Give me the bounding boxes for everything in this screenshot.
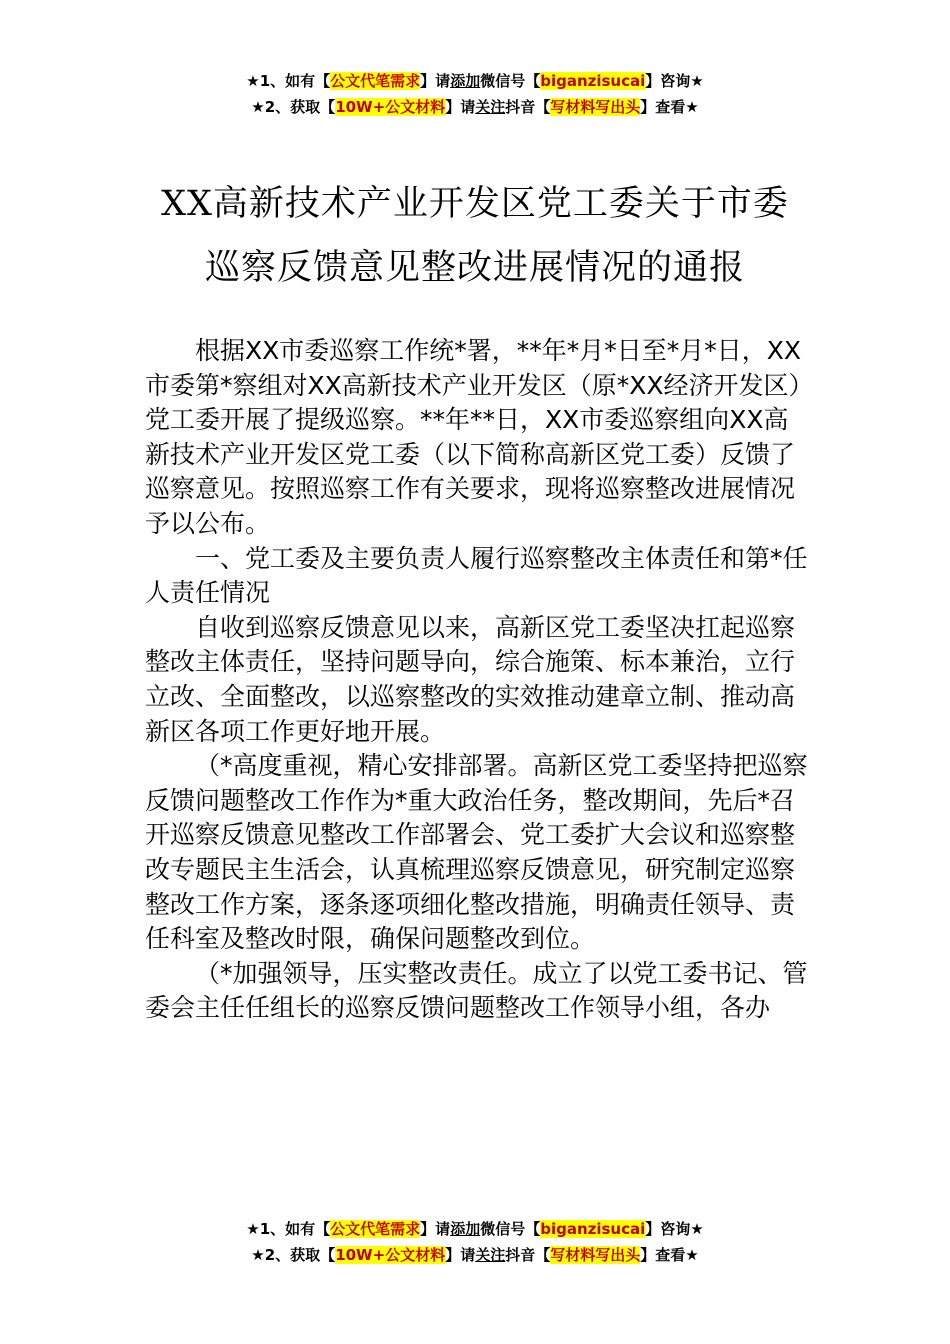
banner-text: ★1、如有【: [246, 72, 331, 90]
section-heading-1: 一、党工委及主要负责人履行巡察整改主体责任和第*任人责任情况: [145, 543, 808, 608]
banner-highlight: 公文代笔需求: [330, 72, 421, 90]
title-line-1: XX高新技术产业开发区党工委关于市委: [161, 184, 789, 224]
banner-text: 抖音【: [505, 98, 551, 116]
title-line-2: 巡察反馈意见整改进展情况的通报: [204, 248, 745, 288]
footer-banner-line-1: [0, 1216, 950, 1242]
paragraph-overview: 自收到巡察反馈意见以来，高新区党工委坚决扛起巡察整改主体责任，坚持问题导向，综合施策、标本兼治，立行立改、全面整改，以巡察整改的实效推动建章立制、推动高新区各项工作更好地开展。: [145, 612, 796, 746]
paragraph-point-2: （*加强领导，压实整改责任。成立了以党工委书记、管委会主任任组长的巡察反馈问题整改工作领导小组，各办: [145, 958, 808, 1023]
douyin-id-highlight: 写材料写出头: [550, 1246, 641, 1264]
banner-highlight: 10W+公文材料: [335, 98, 446, 116]
document-body: [145, 334, 813, 1026]
banner-text: ★1、如有【: [246, 1220, 331, 1238]
paragraph-point-1: （*高度重视，精心安排部署。高新区党工委坚持把巡察反馈问题整改工作作为*重大政治任务，整改期间，先后*召开巡察反馈意见整改工作部署会、党工委扩大会议和巡察整改专题民主生活会，认真梳理巡察反馈意见，研究制定巡察整改工作方案，逐条逐项细化整改措施，明确责任领导、责任科室及整改时限，确保问题整改到位。: [145, 751, 808, 954]
wechat-id-highlight: biganzisucai: [540, 1220, 646, 1238]
header-banner-line-2: [0, 94, 950, 120]
banner-highlight: 10W+公文材料: [335, 1246, 446, 1264]
footer-banner-line-2: [0, 1242, 950, 1268]
banner-underlined-text: 添加: [450, 1220, 481, 1238]
banner-text: ★2、获取【: [251, 98, 336, 116]
banner-underlined-text: 关注: [475, 1246, 506, 1264]
banner-underlined-text: 关注: [475, 98, 506, 116]
banner-text: 抖音【: [505, 1246, 551, 1264]
banner-underlined-text: 添加: [450, 72, 481, 90]
banner-text: 】请: [445, 98, 476, 116]
douyin-id-highlight: 写材料写出头: [550, 98, 641, 116]
banner-text: 】查看★: [640, 98, 699, 116]
banner-text: 】查看★: [640, 1246, 699, 1264]
banner-text: 】请: [445, 1246, 476, 1264]
banner-text: 】咨询★: [645, 1220, 704, 1238]
footer-banner: [0, 1216, 950, 1268]
wechat-id-highlight: biganzisucai: [540, 72, 646, 90]
banner-highlight: 公文代笔需求: [330, 1220, 421, 1238]
paragraph-intro: 根据XX市委巡察工作统*署，**年*月*日至*月*日，XX市委第*察组对XX高新技术产业开发区（原*XX经济开发区）党工委开展了提级巡察。**年**日，XX市委巡察组向XX高新技术产业开发区党工委（以下简称高新区党工委）反馈了巡察意见。按照巡察工作有关要求，现将巡察整改进展情况予以公布。: [145, 336, 802, 538]
banner-text: 微信号【: [480, 1220, 541, 1238]
banner-text: 】请: [420, 72, 451, 90]
document-title: [120, 172, 830, 300]
banner-text: 】请: [420, 1220, 451, 1238]
banner-text: 】咨询★: [645, 72, 704, 90]
banner-text: ★2、获取【: [251, 1246, 336, 1264]
header-banner-line-1: [0, 68, 950, 94]
banner-text: 微信号【: [480, 72, 541, 90]
header-banner: [0, 68, 950, 120]
